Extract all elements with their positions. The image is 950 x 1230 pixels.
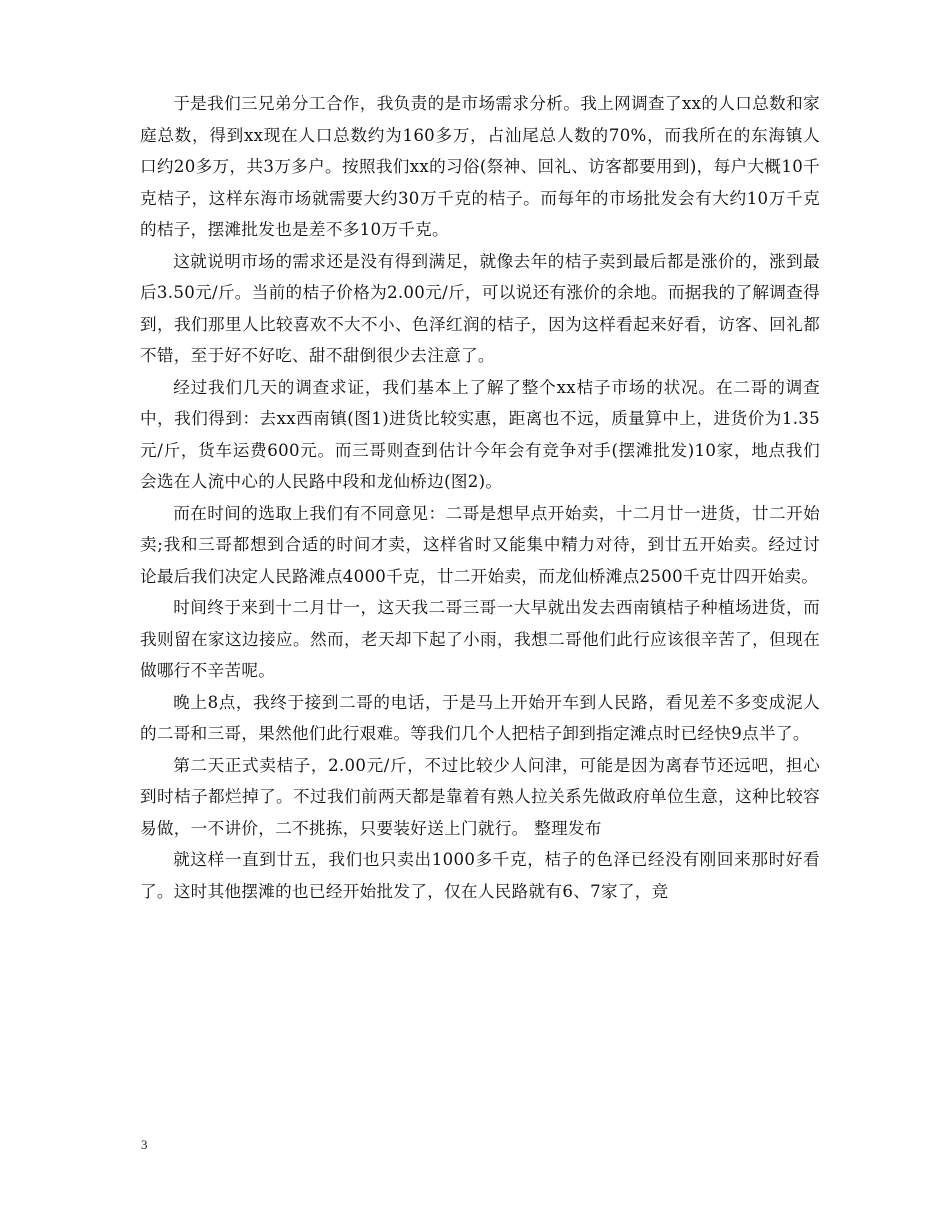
document-body bbox=[140, 88, 820, 907]
paragraph-4: 而在时间的选取上我们有不同意见：二哥是想早点开始卖，十二月廿一进货，廿二开始卖;我和三哥都想到合适的时间才卖，这样省时又能集中精力对待，到廿五开始卖。经过讨论最后我们决定人民路滩点4000千克，廿二开始卖，而龙仙桥滩点2500千克廿四开始卖。 bbox=[140, 503, 820, 586]
paragraph-8: 就这样一直到廿五，我们也只卖出1000多千克，桔子的色泽已经没有刚回来那时好看了。这时其他摆滩的也已经开始批发了，仅在人民路就有6、7家了，竞 bbox=[140, 850, 820, 901]
paragraph-6: 晚上8点，我终于接到二哥的电话，于是马上开始开车到人民路，看见差不多变成泥人的二哥和三哥，果然他们此行艰难。等我们几个人把桔子卸到指定滩点时已经快9点半了。 bbox=[140, 692, 820, 743]
paragraph-7: 第二天正式卖桔子，2.00元/斤，不过比较少人问津，可能是因为离春节还远吧，担心到时桔子都烂掉了。不过我们前两天都是靠着有熟人拉关系先做政府单位生意，这种比较容易做，一不讲价，二不挑拣，只要装好送上门就行。 整理发布 bbox=[140, 755, 820, 838]
page-number: 3 bbox=[141, 1137, 148, 1152]
paragraph-3: 经过我们几天的调查求证，我们基本上了解了整个xx桔子市场的状况。在二哥的调查中，我们得到：去xx西南镇(图1)进货比较实惠，距离也不远，质量算中上，进货价为1.35元/斤，货车运费600元。而三哥则查到估计今年会有竞争对手(摆滩批发)10家，地点我们会选在人流中心的人民路中段和龙仙桥边(图2)。 bbox=[140, 377, 820, 491]
paragraph-1: 于是我们三兄弟分工合作，我负责的是市场需求分析。我上网调查了xx的人口总数和家庭总数，得到xx现在人口总数约为160多万，占汕尾总人数的70%，而我所在的东海镇人口约20多万，共3万多户。按照我们xx的习俗(祭神、回礼、访客都要用到)，每户大概10千克桔子，这样东海市场就需要大约30万千克的桔子。而每年的市场批发会有大约10万千克的桔子，摆滩批发也是差不多10万千克。 bbox=[140, 94, 820, 239]
paragraph-2: 这就说明市场的需求还是没有得到满足，就像去年的桔子卖到最后都是涨价的，涨到最后3.50元/斤。当前的桔子价格为2.00元/斤，可以说还有涨价的余地。而据我的了解调查得到，我们那里人比较喜欢不大不小、色泽红润的桔子，因为这样看起来好看，访客、回礼都不错，至于好不好吃、甜不甜倒很少去注意了。 bbox=[140, 251, 820, 365]
paragraph-5: 时间终于来到十二月廿一，这天我二哥三哥一大早就出发去西南镇桔子种植场进货，而我则留在家这边接应。然而，老天却下起了小雨，我想二哥他们此行应该很辛苦了，但现在做哪行不辛苦呢。 bbox=[140, 598, 820, 680]
